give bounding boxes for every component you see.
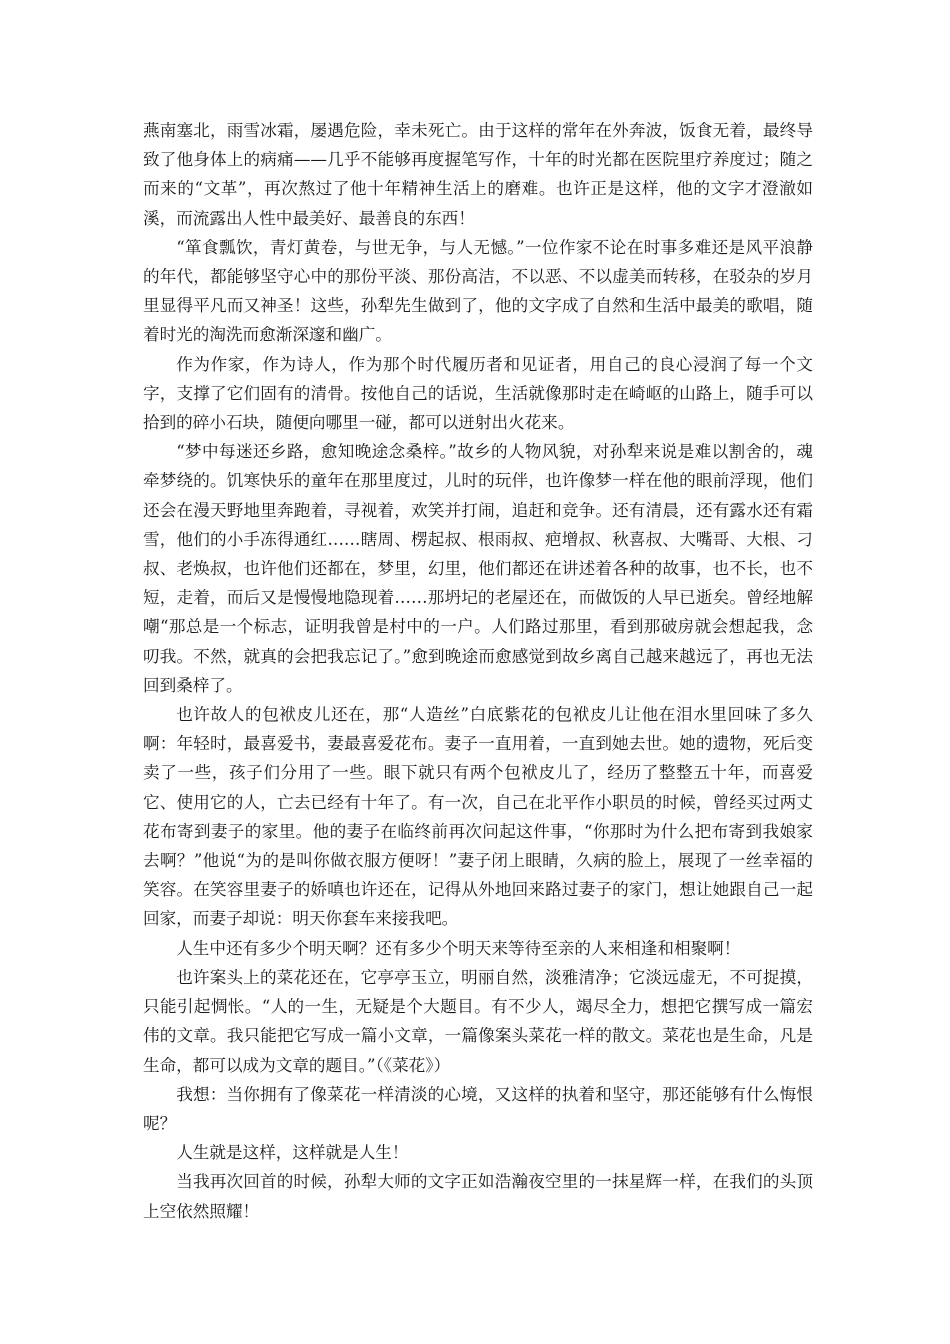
paragraph-4: “梦中每迷还乡路，愈知晚途念桑梓。”故乡的人物风貌，对孙犁来说是难以割舍的，魂牵梦绕的。饥寒快乐的童年在那里度过，儿时的玩伴，也许像梦一样在他的眼前浮现，他们还会在漫天野地里奔跑着，寻视着，欢笑并打闹，追赶和竞争。还有清晨，还有露水还有霜雪，他们的小手冻得通红……瞎周、楞起叔、根雨叔、疤增叔、秋喜叔、大嘴哥、大根、刁叔、老焕叔，也许他们还都在，梦里，幻里，他们都还在讲述着各种的故事，也不长，也不短，走着，而后又是慢慢地隐现着……那坍圮的老屋还在，而做饭的人早已逝矣。曾经地解嘲“那总是一个标志，证明我曾是村中的一户。人们路过那里，看到那破房就会想起我，念叨我。不然，就真的会把我忘记了。”愈到晚途而愈感觉到故乡离自己越来越远了，再也无法回到桑梓了。 [143, 442, 813, 695]
paragraph-2: “箪食瓢饮，青灯黄卷，与世无争，与人无憾。”一位作家不论在时事多难还是风平浪静的年代，都能够坚守心中的那份平淡、那份高洁，不以恶、不以虚美而转移，在驳杂的岁月里显得平凡而又神圣！这些，孙犁先生做到了，他的文字成了自然和生活中最美的歌唱，随着时光的淘洗而愈渐深邃和幽广。 [143, 237, 813, 345]
paragraph-7: 也许案头上的菜花还在，它亭亭玉立，明丽自然，淡雅清净；它淡远虚无，不可捉摸，只能引起惆怅。“人的一生，无疑是个大题目。有不少人，竭尽全力，想把它撰写成一篇宏伟的文章。我只能把它写成一篇小文章，一篇像案头菜花一样的散文。菜花也是生命，凡是生命，都可以成为文章的题目。”（《菜花》） [143, 967, 813, 1075]
paragraph-6: 人生中还有多少个明天啊？还有多少个明天来等待至亲的人来相逢和相聚啊！ [176, 938, 741, 958]
paragraph-10: 当我再次回首的时候，孙犁大师的文字正如浩瀚夜空里的一抹星辉一样，在我们的头顶上空依然照耀！ [143, 1172, 813, 1221]
paragraph-3: 作为作家，作为诗人，作为那个时代履历者和见证者，用自己的良心浸润了每一个文字，支撑了它们固有的清骨。按他自己的话说，生活就像那时走在崎岖的山路上，随手可以拾到的碎小石块，随便向哪里一碰，都可以迸射出火花来。 [143, 354, 813, 433]
paragraph-1: 燕南塞北，雨雪冰霜，屡遇危险，幸未死亡。由于这样的常年在外奔波，饭食无着，最终导致了他身体上的病痛——几乎不能够再度握笔写作，十年的时光都在医院里疗养度过；随之而来的“文革”，再次熬过了他十年精神生活上的磨难。也许正是这样，他的文字才澄澈如溪，而流露出人性中最美好、最善良的东西！ [143, 121, 813, 228]
paragraph-8: 我想：当你拥有了像菜花一样清淡的心境，又这样的执着和坚守，那还能够有什么悔恨呢？ [143, 1084, 813, 1133]
paragraph-9: 人生就是这样，这样就是人生！ [176, 1143, 409, 1163]
paragraph-5: 也许故人的包袱皮儿还在，那“人造丝”白底紫花的包袱皮儿让他在泪水里回味了多久啊：年轻时，最喜爱书，妻最喜爱花布。妻子一直用着，一直到她去世。她的遗物，死后变卖了一些，孩子们分用了一些。眼下就只有两个包袱皮儿了，经历了整整五十年，而喜爱它、使用它的人，亡去已经有十年了。有一次，自己在北平作小职员的时候，曾经买过两丈花布寄到妻子的家里。他的妻子在临终前再次问起这件事，“你那时为什么把布寄到我娘家去啊？”他说“为的是叫你做衣服方便呀！”妻子闭上眼睛，久病的脸上，展现了一丝幸福的笑容。在笑容里妻子的娇嗔也许还在，记得从外地回来路过妻子的家门，想让她跟自己一起回家，而妻子却说：明天你套车来接我吧。 [143, 705, 813, 929]
document-page [143, 116, 813, 1226]
